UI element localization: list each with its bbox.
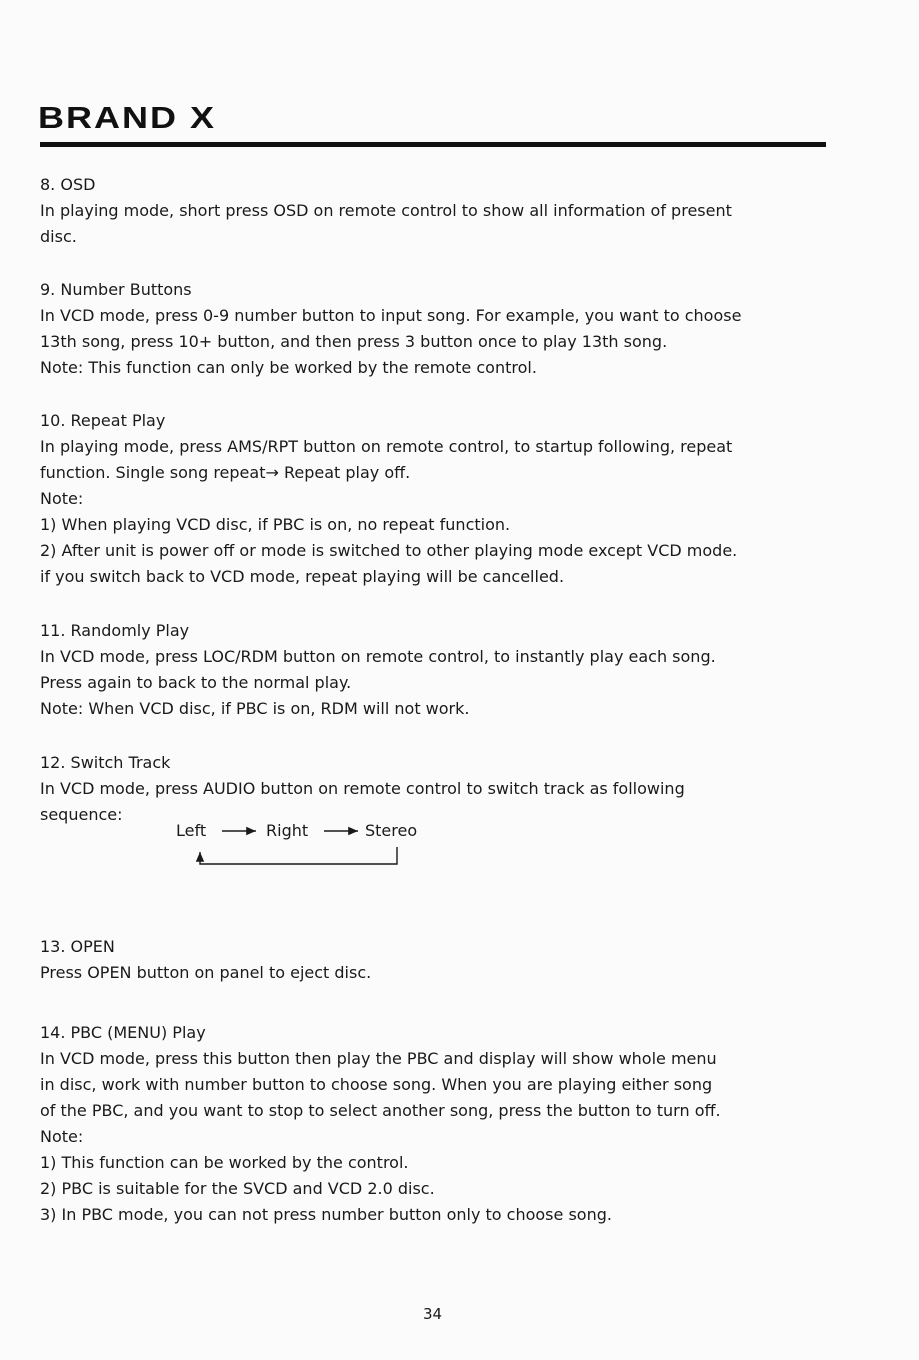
section-line: 13th song, press 10+ button, and then press 3 button once to play 13th song. xyxy=(40,332,668,351)
section-line: Note: xyxy=(40,489,84,508)
section-line: 2) After unit is power off or mode is switched to other playing mode except VCD mode. xyxy=(40,541,738,560)
section-line: In playing mode, press AMS/RPT button on remote control, to startup following, repeat xyxy=(40,437,733,456)
header-rule xyxy=(40,142,826,147)
section-line: Note: This function can only be worked by the remote control. xyxy=(40,358,537,377)
section-line: 1) This function can be worked by the control. xyxy=(40,1153,409,1172)
section-line: In VCD mode, press this button then play the PBC and display will show whole menu xyxy=(40,1049,717,1068)
section-line: 1) When playing VCD disc, if PBC is on, no repeat function. xyxy=(40,515,511,534)
sequence-item-stereo: Stereo xyxy=(365,821,418,840)
track-sequence-diagram xyxy=(176,818,416,870)
section-osd xyxy=(40,172,840,250)
section-title: 14. PBC (MENU) Play xyxy=(40,1023,206,1042)
section-line: function. Single song repeat→ Repeat play off. xyxy=(40,463,411,482)
section-pbc-menu-play xyxy=(40,1020,840,1228)
section-randomly-play xyxy=(40,618,840,722)
brand-logo: BRAND X xyxy=(38,100,217,135)
section-line: sequence: xyxy=(40,805,123,824)
section-title: 10. Repeat Play xyxy=(40,411,166,430)
section-line: In VCD mode, press LOC/RDM button on remote control, to instantly play each song. xyxy=(40,647,716,666)
section-line: Note: When VCD disc, if PBC is on, RDM will not work. xyxy=(40,699,470,718)
section-title: 12. Switch Track xyxy=(40,753,171,772)
page-number: 34 xyxy=(422,1305,443,1323)
section-open xyxy=(40,934,840,986)
section-title: 8. OSD xyxy=(40,175,96,194)
section-line: In VCD mode, press 0-9 number button to input song. For example, you want to choose xyxy=(40,306,742,325)
section-line: Press again to back to the normal play. xyxy=(40,673,352,692)
arrow-stereo-to-left xyxy=(200,847,397,864)
section-line: Note: xyxy=(40,1127,84,1146)
section-line: disc. xyxy=(40,227,77,246)
section-line: Press OPEN button on panel to eject disc. xyxy=(40,963,372,982)
section-line: in disc, work with number button to choose song. When you are playing either song xyxy=(40,1075,713,1094)
sequence-item-right: Right xyxy=(266,821,309,840)
section-line: of the PBC, and you want to stop to select another song, press the button to turn off. xyxy=(40,1101,721,1120)
section-number-buttons xyxy=(40,277,840,381)
section-title: 11. Randomly Play xyxy=(40,621,190,640)
section-repeat-play xyxy=(40,408,840,590)
section-line: In VCD mode, press AUDIO button on remote control to switch track as following xyxy=(40,779,685,798)
section-switch-track xyxy=(40,750,840,828)
section-line: if you switch back to VCD mode, repeat playing will be cancelled. xyxy=(40,567,565,586)
section-line: 3) In PBC mode, you can not press number button only to choose song. xyxy=(40,1205,612,1224)
section-title: 13. OPEN xyxy=(40,937,115,956)
section-line: In playing mode, short press OSD on remote control to show all information of present xyxy=(40,201,732,220)
section-line: 2) PBC is suitable for the SVCD and VCD 2.0 disc. xyxy=(40,1179,435,1198)
sequence-item-left: Left xyxy=(176,821,207,840)
section-title: 9. Number Buttons xyxy=(40,280,192,299)
